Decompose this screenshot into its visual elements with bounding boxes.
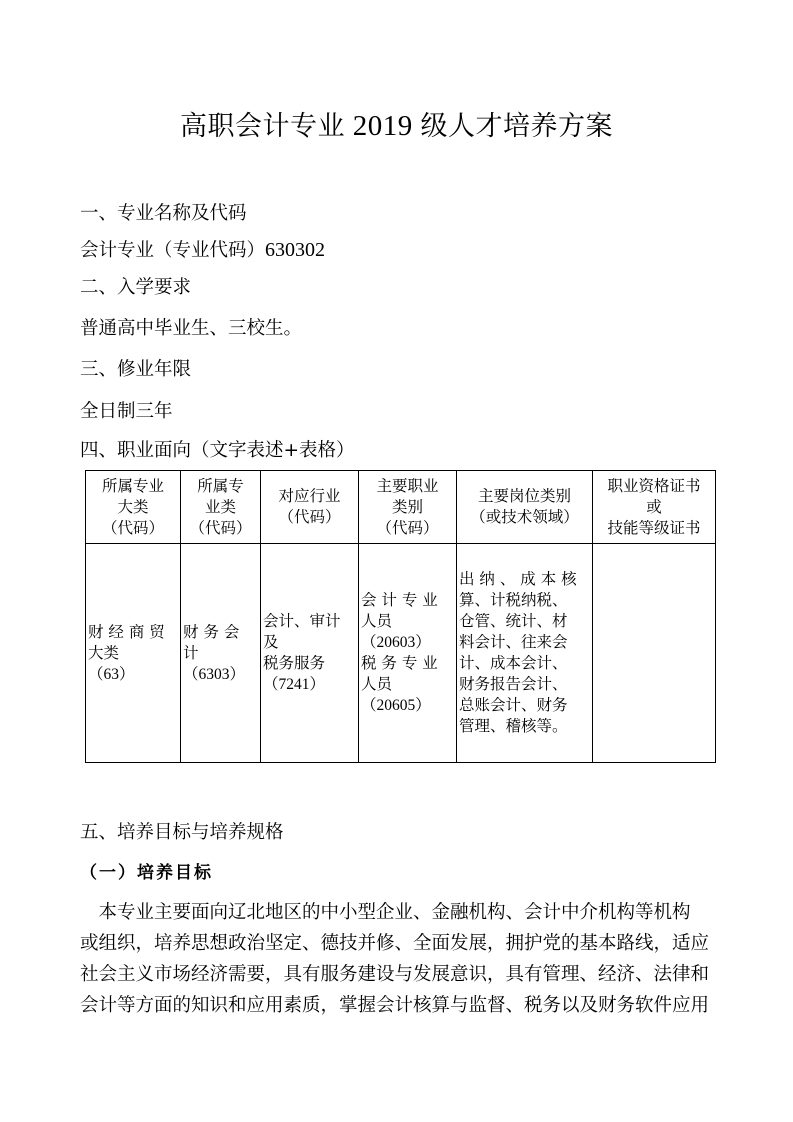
section-4-heading: 四、职业面向（文字表述+表格）: [80, 440, 355, 461]
table-header-row: [86, 471, 716, 544]
header-cell: 职业资格证书 或 技能等级证书: [593, 471, 716, 544]
career-orientation-table: [85, 470, 716, 763]
paragraph-line: 本专业主要面向辽北地区的中小型企业、金融机构、会计中介机构等机构: [80, 902, 691, 923]
table-cell-category: 财 经 商 贸 大类 （63）: [86, 544, 181, 763]
header-cell: 所属专业 大类 （代码）: [86, 471, 181, 544]
document-title: [0, 104, 793, 143]
section-3-heading: 三、修业年限: [80, 359, 192, 380]
title-year: 2019: [352, 110, 413, 142]
table-cell-subcategory: 财 务 会 计 （6303）: [181, 544, 261, 763]
major-code: 630302: [265, 239, 326, 261]
header-cell: 主要岗位类别 （或技术领域）: [457, 471, 593, 544]
header-cell: 主要职业 类别 （代码）: [359, 471, 457, 544]
paragraph-line: 会计等方面的知识和应用素质，掌握会计核算与监督、税务以及财务软件应用: [80, 995, 710, 1016]
title-suffix: 级人才培养方案: [420, 111, 613, 142]
paragraph-line: 社会主义市场经济需要，具有服务建设与发展意识，具有管理、经济、法律和: [80, 964, 710, 985]
title-prefix: 高职会计专业: [180, 111, 345, 142]
paragraph-line: 或组织，培养思想政治坚定、德技并修、全面发展，拥护党的基本路线，适应: [80, 933, 710, 954]
training-goal-paragraph: [80, 897, 760, 1021]
section-2-body: 普通高中毕业生、三校生。: [80, 318, 303, 339]
subsection-training-goal-heading: （一）培养目标: [80, 863, 213, 883]
table-cell-occupation: 会 计 专 业 人员 （20603） 税 务 专 业 人员 （20605）: [359, 544, 457, 763]
section-5-heading: 五、培养目标与培养规格: [80, 822, 284, 843]
section-1-body: 会计专业（专业代码）630302: [80, 239, 326, 261]
section-3-body: 全日制三年: [80, 401, 173, 422]
table-cell-certificates: [593, 544, 716, 763]
section-1-heading: 一、专业名称及代码: [80, 203, 247, 224]
table-cell-industry: 会计、审计 及 税务服务 （7241）: [261, 544, 359, 763]
table-row: [86, 544, 716, 763]
table-cell-positions: 出 纳 、 成 本 核 算、计税纳税、 仓管、统计、材 料会计、往来会 计、成本会计、 财务报告会计、 总账会计、财务 管理、稽核等。: [457, 544, 593, 763]
section-2-heading: 二、入学要求: [80, 277, 192, 298]
header-cell: 所属专 业类 （代码）: [181, 471, 261, 544]
header-cell: 对应行业 （代码）: [261, 471, 359, 544]
